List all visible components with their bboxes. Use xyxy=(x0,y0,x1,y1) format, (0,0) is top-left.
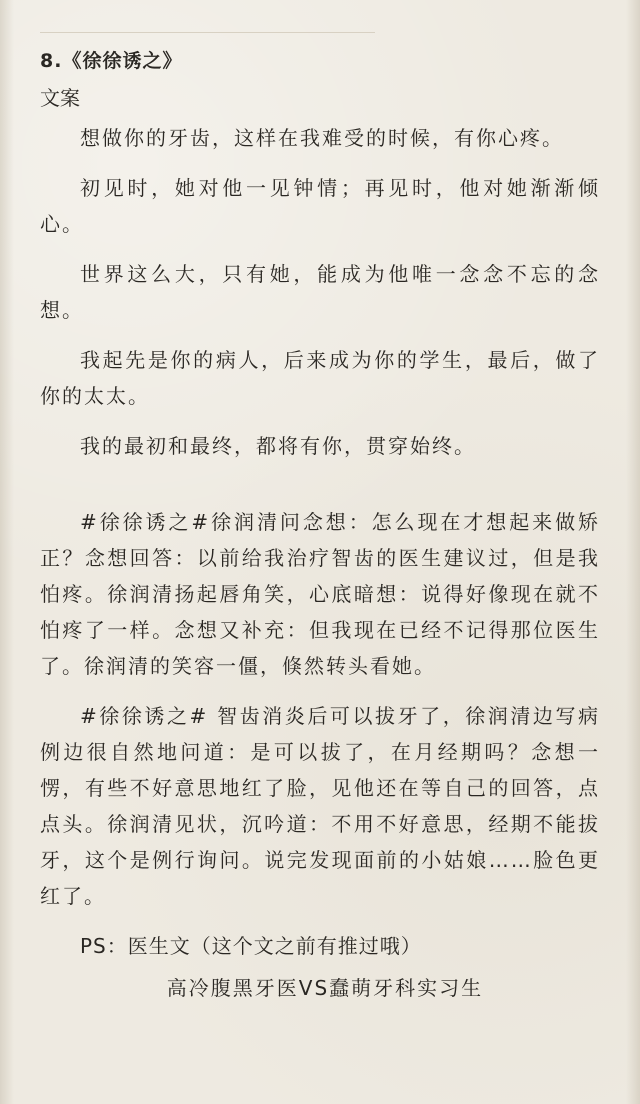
top-divider xyxy=(40,32,375,33)
synopsis-paragraph: 初见时，她对他一见钟情；再见时，他对她渐渐倾心。 xyxy=(40,176,600,236)
ps-subtitle: 高冷腹黑牙医VS蠢萌牙科实习生 xyxy=(166,976,484,1000)
synopsis-paragraph: 想做你的牙齿，这样在我难受的时候，有你心疼。 xyxy=(80,126,564,150)
paper-edge-left xyxy=(0,0,14,1104)
section-label: 文案 xyxy=(40,86,80,110)
synopsis-paragraph: 我起先是你的病人，后来成为你的学生，最后，做了你的太太。 xyxy=(40,348,600,408)
synopsis-paragraph: 世界这么大，只有她，能成为他唯一念念不忘的念想。 xyxy=(40,262,600,322)
synopsis-paragraph: 我的最初和最终，都将有你，贯穿始终。 xyxy=(80,434,476,458)
excerpt-paragraph: #徐徐诱之# 智齿消炎后可以拔牙了，徐润清边写病例边很自然地问道：是可以拔了，在月经期吗？念想一愣，有些不好意思地红了脸，见他还在等自己的回答，点点头。徐润清见状，沉吟道：不用不好意思，经期不能拔牙，这个是例行询问。说完发现面前的小姑娘……脸色更红了。 xyxy=(40,704,600,908)
article-title: 8.《徐徐诱之》 xyxy=(40,50,183,72)
paper-edge-right xyxy=(626,0,640,1104)
excerpt-paragraph: #徐徐诱之#徐润清问念想：怎么现在才想起来做矫正？念想回答：以前给我治疗智齿的医生建议过，但是我怕疼。徐润清扬起唇角笑，心底暗想：说得好像现在就不怕疼了一样。念想又补充：但我现在已经不记得那位医生了。徐润清的笑容一僵，倏然转头看她。 xyxy=(40,510,600,678)
article-body xyxy=(40,46,600,1006)
spacer xyxy=(40,478,600,504)
ps-note: PS：医生文（这个文之前有推过哦） xyxy=(80,934,422,958)
